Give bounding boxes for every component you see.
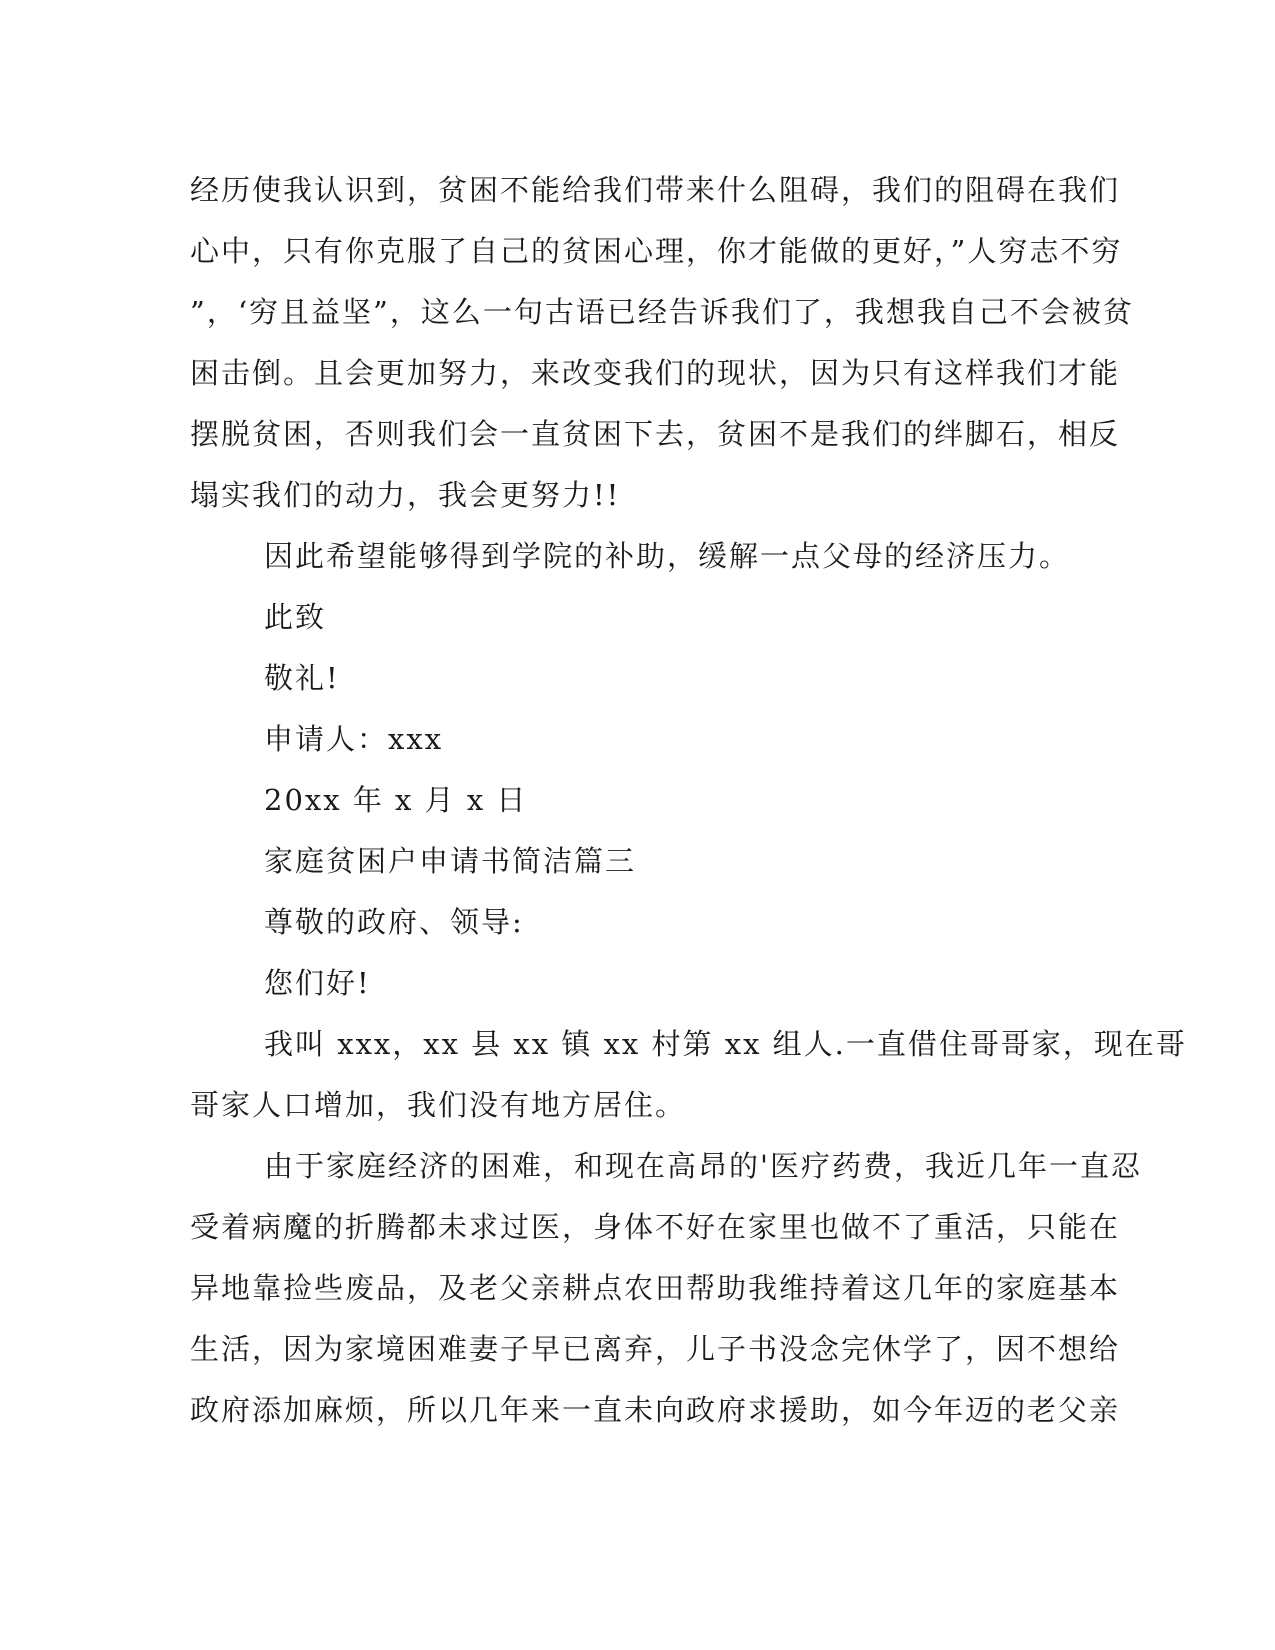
text-line: 困击倒。且会更加努力，来改变我们的现状，因为只有这样我们才能 (190, 356, 1121, 390)
text-line: ”，‘穷且益坚”，这么一句古语已经告诉我们了，我想我自己不会被贫 (190, 295, 1134, 329)
date-line: 20xx 年 x 月 x 日 (264, 783, 528, 817)
section-title: 家庭贫困户申请书简洁篇三 (264, 844, 637, 878)
text-line: 经历使我认识到，贫困不能给我们带来什么阻碍，我们的阻碍在我们 (190, 173, 1121, 207)
text-line: 因此希望能够得到学院的补助，缓解一点父母的经济压力。 (264, 539, 1071, 573)
text-line: 受着病魔的折腾都未求过医，身体不好在家里也做不了重活，只能在 (190, 1210, 1121, 1244)
text-line: 政府添加麻烦，所以几年来一直未向政府求援助，如今年迈的老父亲 (190, 1393, 1121, 1427)
salutation-line: 敬礼! (264, 661, 340, 695)
applicant-line: 申请人：xxx (264, 722, 444, 756)
text-line: 异地靠捡些废品，及老父亲耕点农田帮助我维持着这几年的家庭基本 (190, 1271, 1121, 1305)
document-body (190, 160, 1187, 1441)
text-line: 心中，只有你克服了自己的贫困心理，你才能做的更好，”人穷志不穷 (190, 234, 1123, 268)
text-line: 摆脱贫困，否则我们会一直贫困下去，贫困不是我们的绊脚石，相反 (190, 417, 1121, 451)
text-line: 生活，因为家境困难妻子早已离弃，儿子书没念完休学了，因不想给 (190, 1332, 1121, 1366)
text-line: 由于家庭经济的困难，和现在高昂的'医疗药费，我近几年一直忍 (264, 1149, 1142, 1183)
closing-line: 此致 (264, 600, 327, 634)
greeting-line: 您们好! (264, 966, 371, 1000)
text-line: 哥家人口增加，我们没有地方居住。 (190, 1088, 687, 1122)
greeting-line: 尊敬的政府、领导: (264, 905, 524, 939)
text-line: 塌实我们的动力，我会更努力!! (190, 478, 621, 512)
text-line: 我叫 xxx，xx 县 xx 镇 xx 村第 xx 组人.一直借住哥哥家，现在哥 (264, 1027, 1187, 1061)
